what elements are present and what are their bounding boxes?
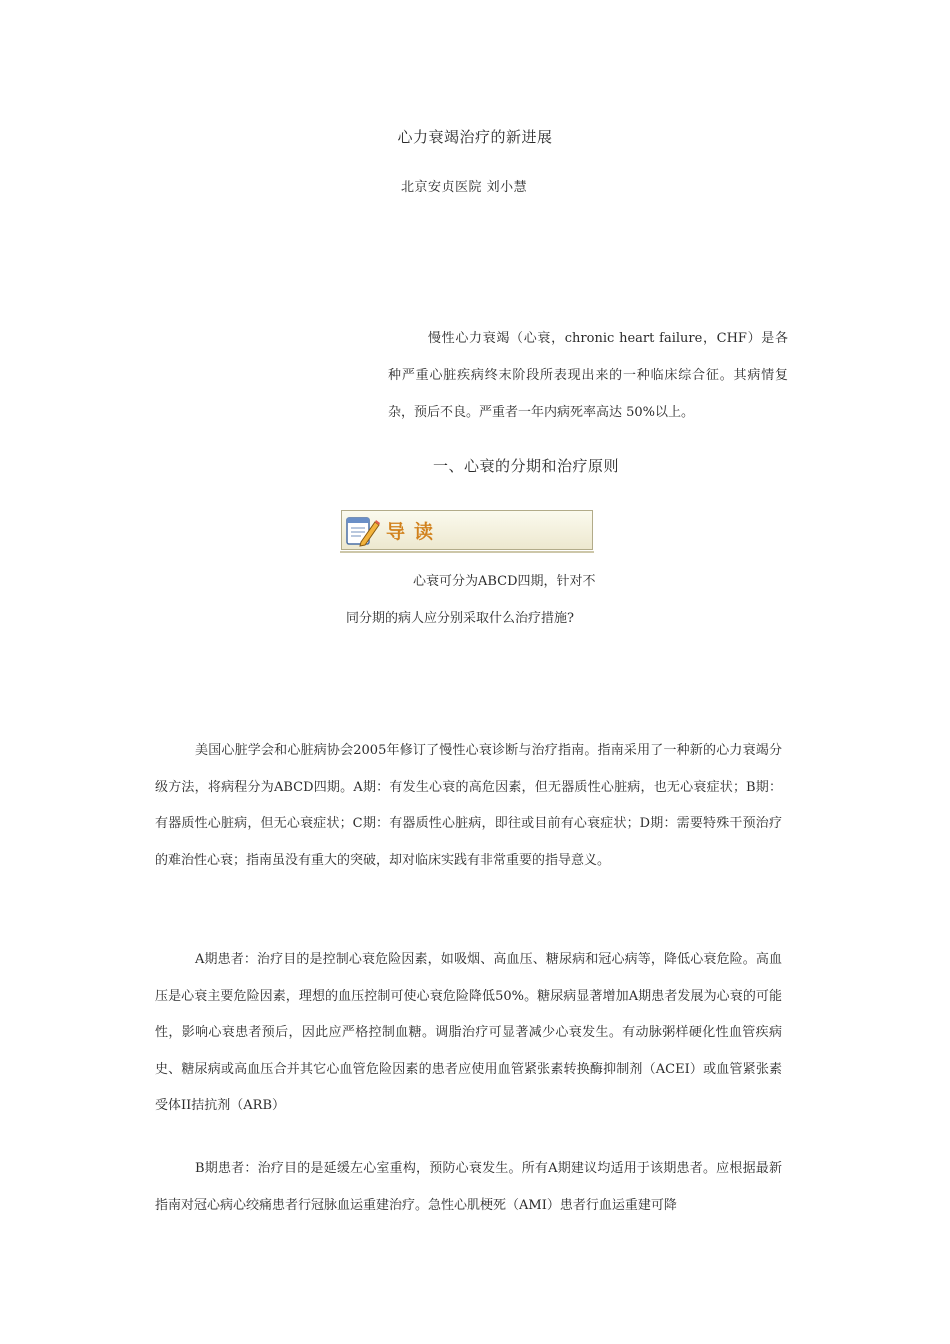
author-line: 北京安贞医院 刘小慧	[401, 180, 528, 195]
document-title: 心力衰竭治疗的新进展	[397, 128, 553, 146]
guide-banner	[341, 510, 593, 550]
notepad-pencil-icon	[344, 513, 382, 547]
guide-text: 心衰可分为ABCD四期，针对不同分期的病人应分别采取什么治疗措施?	[346, 574, 596, 626]
section-heading: 一、心衰的分期和治疗原则	[432, 457, 619, 475]
body-paragraph: 美国心脏学会和心脏病协会2005年修订了慢性心衰诊断与治疗指南。指南采用了一种新的心力衰竭分级方法，将病程分为ABCD四期。A期：有发生心衰的高危因素，但无器质性心脏病，也无心衰症状；B期：有器质性心脏病，但无心衰症状；C期：有器质性心脏病，即往或目前有心衰症状；D期：需要特殊干预治疗的难治性心衰；指南虽没有重大的突破，却对临床实践有非常重要的指导意义。	[155, 743, 782, 868]
body-paragraph: B期患者：治疗目的是延缓左心室重构，预防心衰发生。所有A期建议均适用于该期患者。应根据最新指南对冠心病心绞痛患者行冠脉血运重建治疗。急性心肌梗死（AMI）患者行血运重建可降	[155, 1161, 782, 1213]
body-paragraph: A期患者：治疗目的是控制心衰危险因素，如吸烟、高血压、糖尿病和冠心病等，降低心衰危险。高血压是心衰主要危险因素，理想的血压控制可使心衰危险降低50%。糖尿病显著增加A期患者发展为心衰的可能性，影响心衰患者预后，因此应严格控制血糖。调脂治疗可显著减少心衰发生。有动脉粥样硬化性血管疾病史、糖尿病或高血压合并其它心血管危险因素的患者应使用血管紧张素转换酶抑制剂（ACEI）或血管紧张素受体II拮抗剂（ARB）	[155, 952, 782, 1113]
guide-label: 导读	[386, 521, 443, 543]
intro-paragraph: 慢性心力衰竭（心衰，chronic heart failure，CHF）是各种严重心脏疾病终末阶段所表现出来的一种临床综合征。其病情复杂，预后不良。严重者一年内病死率高达 50%以上。	[388, 331, 788, 420]
